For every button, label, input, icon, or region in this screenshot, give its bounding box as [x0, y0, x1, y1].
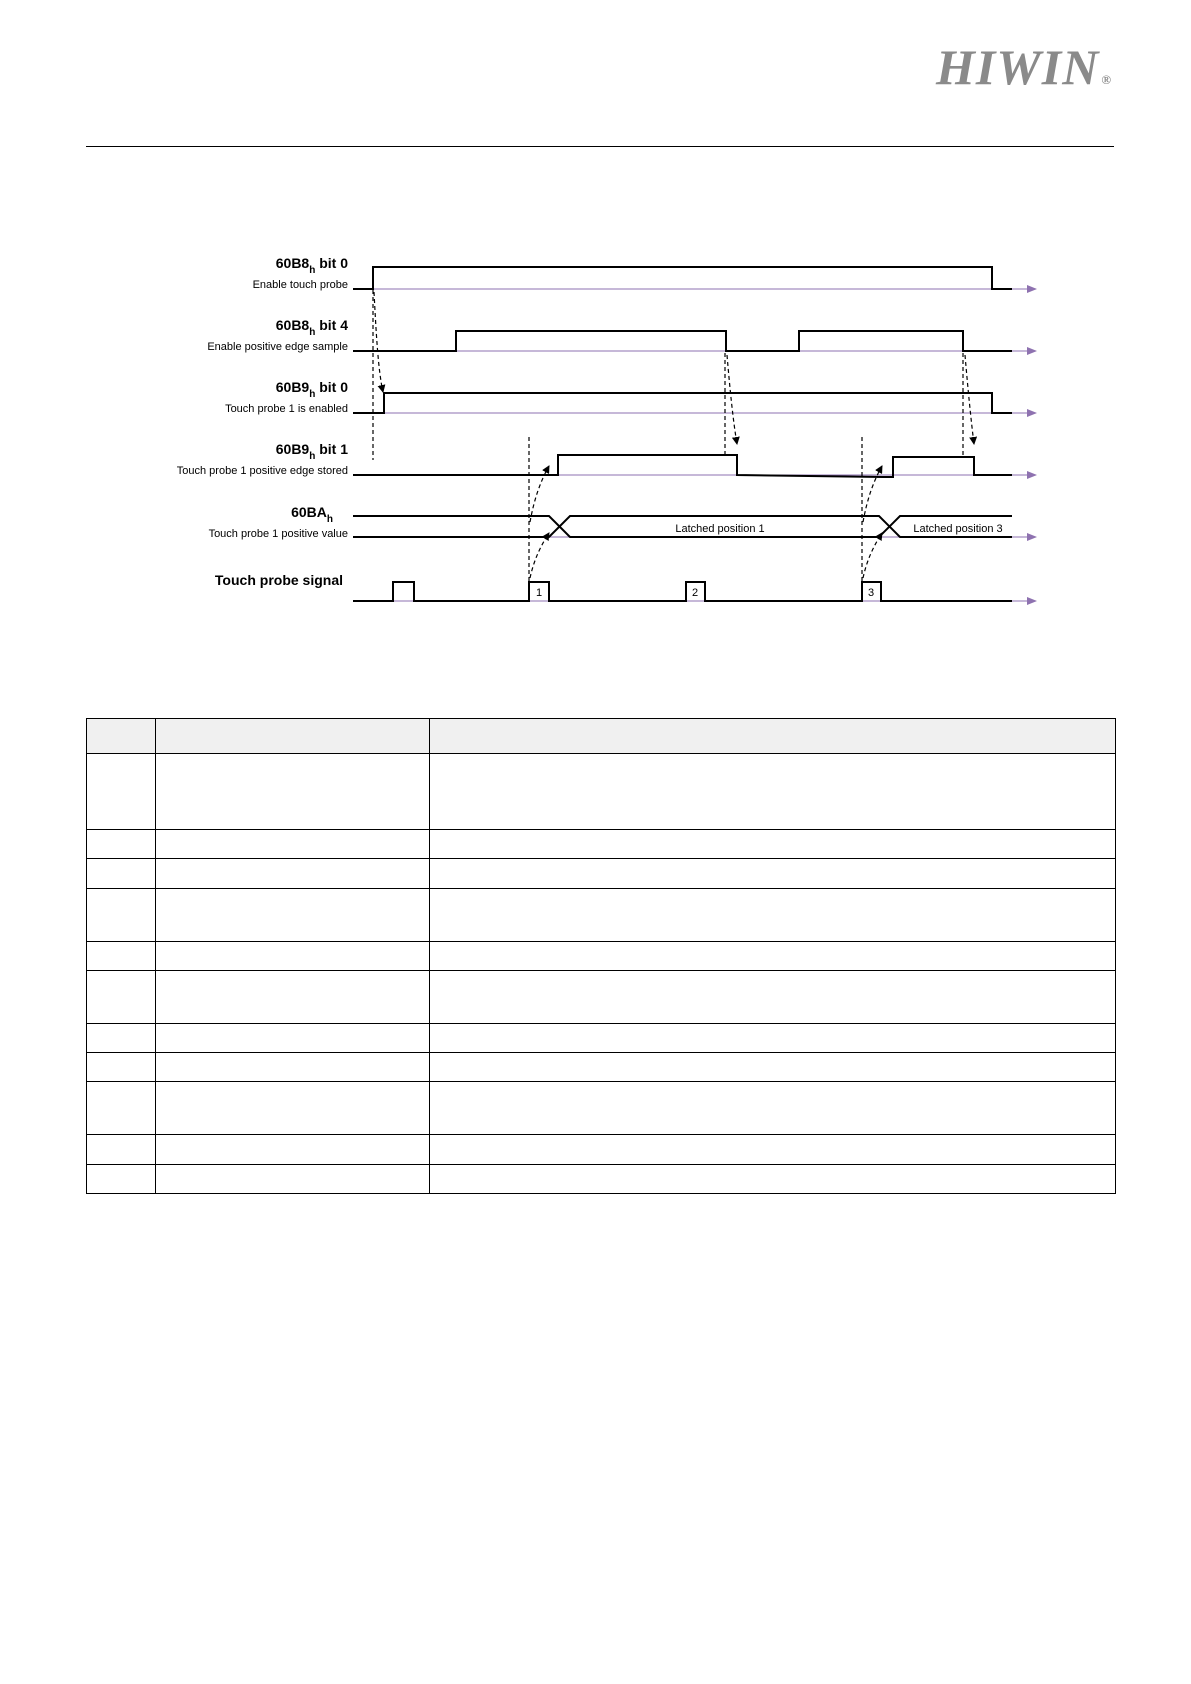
pulse-label-2: 2: [691, 587, 699, 599]
table-cell: [430, 942, 1116, 971]
causal-arrow-store-3: [863, 466, 882, 522]
table-cell: [87, 942, 156, 971]
touch-probe-timing-diagram: [0, 0, 1191, 640]
signal-description: Touch probe 1 is enabled: [225, 403, 348, 415]
table-row: [87, 1024, 1116, 1053]
bit-name: bit 1: [315, 441, 348, 457]
table-cell: [156, 1165, 430, 1194]
table-cell: [87, 1165, 156, 1194]
svg-text:60B8h bit 0: [276, 255, 348, 276]
hex-suffix: h: [309, 265, 316, 276]
table-cell: [156, 719, 430, 754]
pulse-label-1: 1: [535, 587, 543, 599]
causal-arrow-latch-3: [863, 533, 882, 578]
svg-text:60BAh: [291, 504, 333, 525]
table-cell: [87, 971, 156, 1024]
causal-arrow-disable-1: [727, 355, 737, 444]
table-header-row: [87, 719, 1116, 754]
table-cell: [156, 1082, 430, 1135]
waveform-enable-positive-edge: [353, 331, 1012, 351]
table-row: [87, 942, 1116, 971]
waveform-touch-probe-signal: [353, 582, 1012, 601]
table-row: [87, 859, 1116, 889]
table-cell: [87, 1024, 156, 1053]
table-cell: [430, 1024, 1116, 1053]
causal-arrow-latch-1: [530, 533, 549, 578]
table-cell: [430, 830, 1116, 859]
signal-label-4: [209, 504, 348, 540]
table-row: [87, 1135, 1116, 1165]
signal-label-3: [177, 441, 348, 477]
latched-position-label-1: Latched position 1: [675, 523, 765, 535]
register-name: 60B8: [275, 255, 310, 271]
table-row: [87, 1053, 1116, 1082]
signal-label-5: [215, 572, 343, 588]
table-row: [87, 1165, 1116, 1194]
registered-mark: ®: [1101, 72, 1113, 87]
latched-position-label-2: Latched position 3: [913, 523, 1003, 535]
svg-text:60B8h bit 4: [276, 317, 348, 338]
register-name: 60BA: [291, 504, 327, 520]
signal-label-1: [207, 317, 348, 353]
register-name: 60B8: [275, 317, 310, 333]
table-cell: [87, 889, 156, 942]
table-cell: [430, 859, 1116, 889]
causal-arrow-disable-2: [965, 355, 974, 444]
table-cell: [156, 859, 430, 889]
table-row: [87, 971, 1116, 1024]
register-name: 60B9: [275, 441, 310, 457]
table-cell: [87, 1082, 156, 1135]
table-row: [87, 889, 1116, 942]
table-cell: [430, 754, 1116, 830]
signal-description: Enable touch probe: [252, 279, 348, 291]
hex-suffix: h: [309, 327, 316, 338]
table-row: [87, 1082, 1116, 1135]
table-cell: [87, 859, 156, 889]
table-cell: [156, 889, 430, 942]
causal-arrow-enable: [374, 292, 383, 392]
table-cell: [87, 1053, 156, 1082]
table-cell: [430, 1165, 1116, 1194]
signal-description: Touch probe 1 positive edge stored: [176, 465, 348, 477]
table-cell: [156, 1053, 430, 1082]
logo-text: HIWIN: [936, 39, 1100, 95]
table-cell: [156, 1135, 430, 1165]
table-cell: [156, 1024, 430, 1053]
signal-description: Touch probe 1 positive value: [208, 528, 348, 540]
waveforms: [353, 267, 1012, 601]
hex-suffix: h: [309, 389, 316, 400]
table-cell: [156, 754, 430, 830]
description-table: [86, 718, 1116, 1194]
table-cell: [87, 719, 156, 754]
table-cell: [87, 754, 156, 830]
table-cell: [156, 830, 430, 859]
svg-text:60B9h bit 1: [276, 441, 348, 462]
bit-name: bit 4: [315, 317, 348, 333]
table-cell: [87, 1135, 156, 1165]
signal-label-0: [253, 255, 349, 291]
pulse-label-3: 3: [867, 587, 875, 599]
table-cell: [156, 971, 430, 1024]
causal-markers: [373, 290, 974, 582]
waveform-positive-edge-stored: [353, 455, 1012, 477]
waveform-probe-enabled: [353, 393, 1012, 413]
table-cell: [430, 971, 1116, 1024]
bit-name: bit 0: [315, 255, 348, 271]
hex-suffix: h: [326, 514, 333, 525]
bit-name: bit 0: [315, 379, 348, 395]
signal-description: Enable positive edge sample: [207, 341, 348, 353]
hex-suffix: h: [309, 451, 316, 462]
table-cell: [430, 1082, 1116, 1135]
waveform-enable-touch-probe: [353, 267, 1012, 289]
signal-label-2: [225, 379, 348, 415]
register-name: Touch probe signal: [214, 572, 343, 588]
register-name: 60B9: [275, 379, 310, 395]
table-cell: [430, 719, 1116, 754]
table-row: [87, 754, 1116, 830]
table-row: [87, 830, 1116, 859]
table-cell: [430, 1135, 1116, 1165]
svg-text:60B9h bit 0: [276, 379, 348, 400]
table-cell: [430, 1053, 1116, 1082]
table-cell: [430, 889, 1116, 942]
table-cell: [87, 830, 156, 859]
table-cell: [156, 942, 430, 971]
